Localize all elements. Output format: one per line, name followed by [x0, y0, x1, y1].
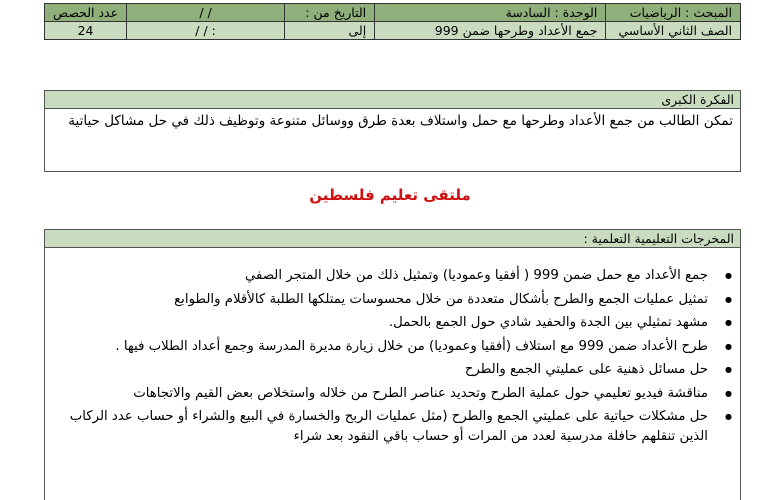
date-from-label: التاريخ من : — [285, 4, 375, 22]
outcomes-title: المخرجات التعليمية التعلمية : — [45, 230, 740, 248]
date-from-value: / / — [127, 4, 285, 22]
big-idea-box — [44, 90, 741, 172]
outcome-item: ● طرح الأعداد ضمن 999 مع استلاف (أفقيا وعموديا) من خلال زيارة مديرة المدرسة وجمع أعداد الطلاب فيها . — [59, 337, 708, 357]
outcome-item: ● تمثيل عمليات الجمع والطرح بأشكال متعددة من خلال محسوسات يمتلكها الطلبة كالأقلام والطوابع — [59, 290, 708, 310]
to-value: : / / — [127, 22, 285, 40]
site-banner: ملتقى تعليم فلسطين — [309, 186, 471, 204]
outcome-item: ● مناقشة فيديو تعليمي حول عملية الطرح وتحديد عناصر الطرح من خلاله واستخلاص بعض القيم والاتجاهات — [59, 384, 708, 404]
big-idea-text: تمكن الطالب من جمع الأعداد وطرحها مع حمل واستلاف بعدة طرق ووسائل متنوعة وتوظيف ذلك في حل مشاكل حياتية — [68, 113, 733, 129]
outcomes-list — [45, 266, 740, 446]
big-idea-title: الفكرة الكبرى — [45, 91, 740, 109]
lesson-cell: جمع الأعداد وطرحها ضمن 999 — [375, 22, 606, 40]
outcome-item: ● حل مشكلات حياتية على عمليتي الجمع والطرح (مثل عمليات الربح والخسارة في البيع والشراء أو حساب عدد الركاب الذين تنقلهم حافلة مدرسية لعدد من المرات أو حساب باقي النقود بعد شراء — [59, 407, 708, 446]
unit-cell: الوحدة : السادسة — [375, 4, 606, 22]
subject-cell: المبحث : الرياضيات — [606, 4, 741, 22]
grade-cell: الصف الثاني الأساسي — [606, 22, 741, 40]
header-row-2 — [45, 22, 741, 40]
outcome-item: ● جمع الأعداد مع حمل ضمن 999 ( أفقيا وعموديا) وتمثيل ذلك من خلال المتجر الصفي — [59, 266, 708, 286]
lesson-header-table — [44, 3, 741, 40]
header-row-1 — [45, 4, 741, 22]
outcome-item: ● مشهد تمثيلي بين الجدة والحفيد شادي حول الجمع بالحمل. — [59, 313, 708, 333]
periods-value: 24 — [45, 22, 127, 40]
to-label: إلى — [285, 22, 375, 40]
outcomes-box — [44, 229, 741, 500]
outcome-item: ● حل مسائل ذهنية على عمليتي الجمع والطرح — [59, 360, 708, 380]
periods-label: عدد الحصص — [45, 4, 127, 22]
